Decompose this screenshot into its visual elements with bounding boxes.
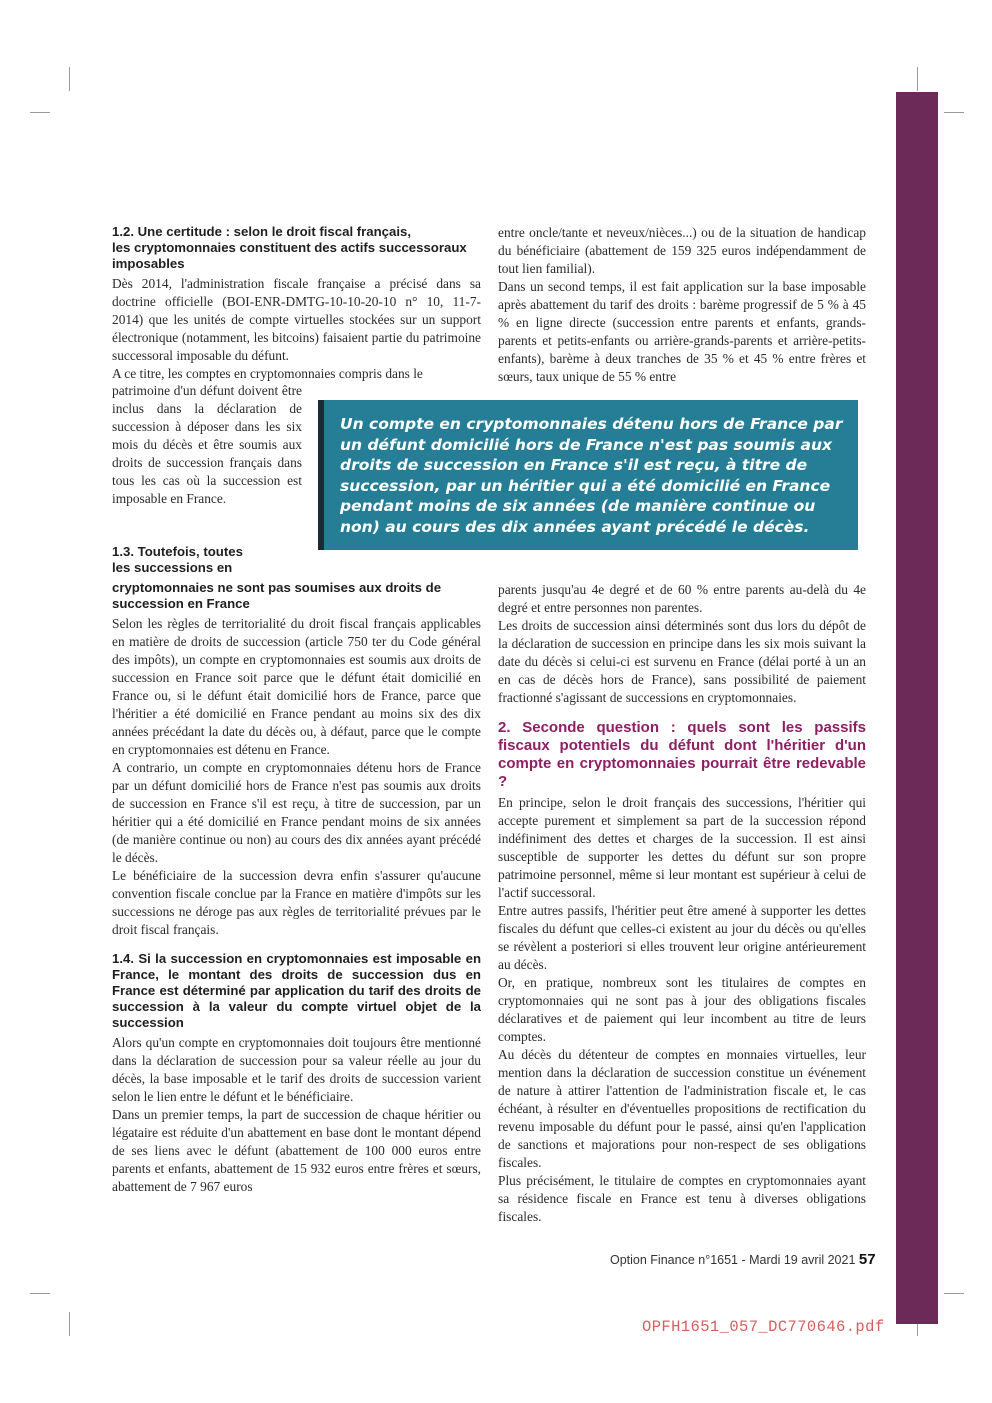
file-name-stamp: OPFH1651_057_DC770646.pdf: [642, 1318, 885, 1336]
paragraph: Selon les règles de territorialité du droit fiscal français applicables en matière de droits de succession (article 750 ter du Code général des impôts), un compte en cryptomonnaies est soumis aux droits de succession en France soit parce que le défunt était domicilié en France ou, si le défunt était domicilié hors de France, parce que l'héritier a été domicilié en France pendant au moins six des dix années précédant la date du décès ou, à défaut, parce que le compte en cryptomonnaies est détenu en France.: [112, 616, 481, 757]
paragraph: Alors qu'un compte en cryptomonnaies doit toujours être mentionné dans la déclaration de succession pour sa valeur réelle au jour du décès, la base imposable et le tarif des droits de succession varient selon le lien entre le défunt et le bénéficiaire.: [112, 1035, 481, 1104]
heading-2: 2. Seconde question : quels sont les passifs fiscaux potentiels du défunt dont l'héritier d'un compte en cryptomonnaies pourrait être redevable ?: [498, 719, 866, 790]
crop-mark-bottom-left-v: [69, 1312, 70, 1336]
page-footer: [610, 1251, 876, 1268]
paragraph: Au décès du détenteur de comptes en monnaies virtuelles, leur mention dans la déclaration de succession constitue un événement de nature à attirer l'attention de l'administration fiscale et, le cas échéant, à résulter en d'éventuelles propositions de rectification du revenu imposable du défunt pour le passé, ainsi qu'en l'application de sanctions et majorations pour non-respect de ses obligations fiscales.: [498, 1047, 866, 1170]
crop-mark-top-right-h: [944, 112, 964, 113]
right-column-top: [498, 224, 866, 386]
paragraph: Entre autres passifs, l'héritier peut être amené à supporter les dettes fiscales du défunt que celles-ci existent au jour du décès ou qu'elles se révèlent a posteriori si elles trouvent leur origine antérieurement au décès.: [498, 903, 866, 972]
left-column-wrap: [112, 382, 302, 508]
left-column-top: [112, 224, 481, 383]
publication-info: Option Finance n°1651 - Mardi 19 avril 2021: [610, 1253, 856, 1267]
pull-quote-text: Un compte en cryptomonnaies détenu hors de France par un défunt domicilié hors de France n'est pas soumis aux droits de succession en France s'il est reçu, à titre de succession, par un héritier qui a été domicilié en France pendant moins de six années (de manière continue ou non) au cours des dix années ayant précédé le décès.: [340, 415, 843, 536]
paragraph: patrimoine d'un défunt doivent être inclus dans la déclaration de succession à déposer dans les six mois du décès et être soumis aux droits de succession français dans tous les cas où la succession est imposable en France.: [112, 383, 302, 506]
crop-mark-top-right-v: [917, 67, 918, 91]
page-number: 57: [858, 1251, 876, 1268]
paragraph: Le bénéficiaire de la succession devra enfin s'assurer qu'aucune convention fiscale conclue par la France en matière d'impôts sur les successions ne déroge pas aux règles de territorialité prévues par le droit fiscal français.: [112, 868, 481, 937]
heading-1-4: 1.4. Si la succession en cryptomonnaies est imposable en France, le montant des droits de succession dus en France est déterminé par application du tarif des droits de succession à la valeur du compte virtuel objet de la succession: [112, 951, 481, 1030]
paragraph: parents jusqu'au 4e degré et de 60 % entre parents au-delà du 4e degré et entre personnes non parentes.: [498, 582, 866, 615]
paragraph: Or, en pratique, nombreux sont les titulaires de comptes en cryptomonnaies qui ne sont pas à jour des obligations fiscales déclaratives et de paiement qui leur incombent au titre de leurs comptes.: [498, 975, 866, 1044]
paragraph: En principe, selon le droit français des successions, l'héritier qui accepte purement et simplement sa part de la succession répond indéfiniment des dettes et charges de la succession. Il est ainsi susceptible de supporter les dettes du défunt sur son propre patrimoine personnel, même si leur montant est supérieur à celui de l'actif successoral.: [498, 795, 866, 900]
paragraph: Les droits de succession ainsi déterminés sont dus lors du dépôt de la déclaration de succession en principe dans les six mois suivant la date du décès si celui-ci est survenu en France (délai porté à un an en cas de décès hors de France), sans possibilité de paiement fractionné s'agissant de successions en cryptomonnaies.: [498, 618, 866, 705]
page-edge-color-bar: [896, 92, 938, 1324]
paragraph: Dans un premier temps, la part de succession de chaque héritier ou légataire est réduite d'un abattement en base dont le montant dépend de ses liens avec le défunt (abattement de 100 000 euros entre parents et enfants, abattement de 15 932 euros entre frères et sœurs, abattement de 7 967 euros: [112, 1107, 481, 1194]
right-column-bottom: [498, 581, 866, 1226]
heading-1-3-line1: 1.3. Toutefois, toutes: [112, 544, 243, 559]
crop-mark-top-left-v: [69, 67, 70, 91]
heading-1-3-line4: succession en France: [112, 596, 250, 611]
heading-1-2-line2: les cryptomonnaies constituent des actifs successoraux: [112, 240, 467, 255]
heading-1-2-line3: imposables: [112, 256, 185, 271]
paragraph: A contrario, un compte en cryptomonnaies détenu hors de France par un défunt domicilié hors de France n'est pas soumis aux droits de succession en France s'il est reçu, à titre de succession, par un héritier qui a été domicilié en France pendant moins de six années (de manière continue ou non) au cours des dix années ayant précédé le décès.: [112, 760, 481, 865]
paragraph: Dans un second temps, il est fait application sur la base imposable après abattement du tarif des droits : barème progressif de 5 % à 45 % en ligne directe (succession entre parents et enfants, grands-parents et petits-enfants ou arrière-grands-parents et arrière-petits-enfants), barème à deux tranches de 35 % et 45 % entre frères et sœurs, taux unique de 55 % entre: [498, 279, 866, 384]
heading-1-3-line2: les successions en: [112, 560, 233, 575]
pull-quote: [318, 400, 858, 550]
paragraph: entre oncle/tante et neveux/nièces...) ou de la situation de handicap du bénéficiaire (abattement de 159 325 euros indépendamment de tout lien familial).: [498, 225, 866, 276]
crop-mark-bottom-left-h: [30, 1293, 50, 1294]
paragraph: Plus précisément, le titulaire de comptes en cryptomonnaies ayant sa résidence fiscale en France est tenu à diverses obligations fiscales.: [498, 1173, 866, 1224]
crop-mark-bottom-right-h: [944, 1293, 964, 1294]
paragraph-line: A ce titre, les comptes en cryptomonnaies compris dans le: [112, 366, 423, 381]
crop-mark-top-left-h: [30, 112, 50, 113]
heading-1-2-line1: 1.2. Une certitude : selon le droit fiscal français,: [112, 224, 412, 239]
heading-1-3-line3: cryptomonnaies ne sont pas soumises aux droits de: [112, 580, 442, 595]
paragraph: Dès 2014, l'administration fiscale française a précisé dans sa doctrine officielle (BOI-ENR-DMTG-10-10-20-10 n° 10, 11-7-2014) que les unités de compte virtuelles stockées sur un support électronique (notamment, les bitcoins) faisaient partie du patrimoine successoral imposable du défunt.: [112, 276, 481, 363]
left-column-heading-1-3: [112, 544, 481, 576]
left-column-main: [112, 580, 481, 1196]
